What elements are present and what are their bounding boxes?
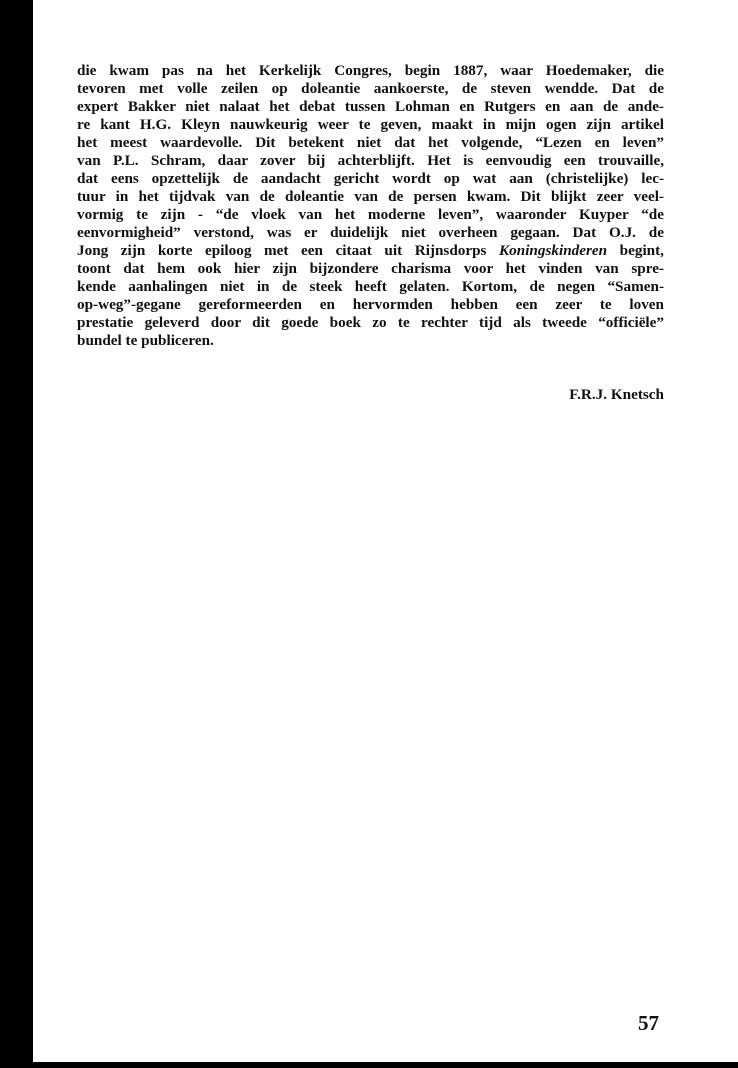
- scan-edge-left: [0, 0, 33, 1068]
- text-line: die kwam pas na het Kerkelijk Congres, begin 1887, waar Hoedemaker, die: [77, 62, 664, 79]
- author-signature: F.R.J. Knetsch: [569, 386, 664, 403]
- text-line: het meest waardevolle. Dit betekent niet dat het volgende, “Lezen en leven”: [77, 134, 664, 151]
- text-line: vormig te zijn - “de vloek van het moderne leven”, waaronder Kuyper “de: [77, 206, 664, 223]
- text-line: van P.L. Schram, daar zover bij achterblijft. Het is eenvoudig een trouvaille,: [77, 152, 664, 169]
- text-line: expert Bakker niet nalaat het debat tussen Lohman en Rutgers en aan de ande-: [77, 98, 664, 115]
- text-line: toont dat hem ook hier zijn bijzondere charisma voor het vinden van spre-: [77, 260, 664, 277]
- page-number: 57: [638, 1011, 659, 1035]
- scan-edge-bottom: [0, 1062, 738, 1068]
- text-line: prestatie geleverd door dit goede boek zo te rechter tijd als tweede “officiële”: [77, 314, 664, 331]
- text-line: re kant H.G. Kleyn nauwkeurig weer te geven, maakt in mijn ogen zijn artikel: [77, 116, 664, 133]
- book-title: Koningskinderen: [499, 242, 608, 259]
- text-fragment: Jong zijn korte epiloog met een citaat uit Rijnsdorps: [77, 242, 500, 259]
- text-fragment: begint,: [607, 242, 664, 259]
- text-line-with-title: [77, 242, 664, 260]
- text-line: op-weg”-gegane gereformeerden en hervormden hebben een zeer te loven: [77, 296, 664, 313]
- text-line: tevoren met volle zeilen op doleantie aankoerste, de steven wendde. Dat de: [77, 80, 664, 97]
- text-line: kende aanhalingen niet in de steek heeft gelaten. Kortom, de negen “Samen-: [77, 278, 664, 295]
- page-content: [77, 62, 664, 403]
- text-line: dat eens opzettelijk de aandacht gericht wordt op wat aan (christelijke) lec-: [77, 170, 664, 187]
- text-line: eenvormigheid” verstond, was er duidelijk niet overheen gegaan. Dat O.J. de: [77, 224, 664, 241]
- text-line: tuur in het tijdvak van de doleantie van de persen kwam. Dit blijkt zeer veel-: [77, 188, 664, 205]
- text-line: bundel te publiceren.: [77, 332, 214, 349]
- review-paragraph: [77, 62, 664, 350]
